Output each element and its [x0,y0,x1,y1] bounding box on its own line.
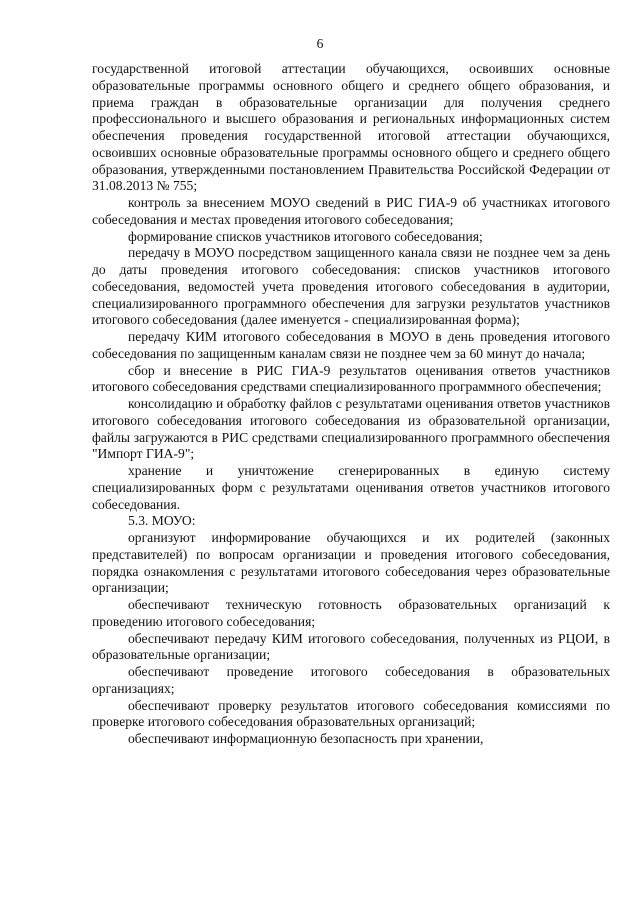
paragraph-control-entry: контроль за внесением МОУО сведений в РИС ГИА-9 об участниках итогового собеседования и местах проведения итогового собеседования; [92,195,610,227]
paragraph-informing: организуют информирование обучающихся и их родителей (законных представителей) по вопросам организации и проведения итогового собеседования, порядка ознакомления с результатами итогового собеседования через образовательные организации; [92,530,610,596]
paragraph-continuation: государственной итоговой аттестации обучающихся, освоивших основные образовательные программы основного общего и среднего общего образования, и приема граждан в образовательные организации для получения среднего профессионального и высшего образования и региональных информационных систем обеспечения проведения государственной итоговой аттестации обучающихся, освоивших основные образовательные программы основного общего и среднего общего образования, утвержденными постановлением Правительства Российской Федерации от 31.08.2013 № 755; [92,61,610,194]
paragraph-file-consolidation: консолидацию и обработку файлов с результатами оценивания ответов участников итогового собеседования итогового собеседования из образовательной организации, файлы загружаются в РИС средствами специализированного программного обеспечения "Импорт ГИА-9"; [92,396,610,462]
paragraph-conducting: обеспечивают проведение итогового собеседования в образовательных организациях; [92,664,610,696]
document-body [92,61,610,748]
paragraph-results-check: обеспечивают проверку результатов итогового собеседования комиссиями по проверке итогового собеседования образовательных организаций; [92,697,610,730]
paragraph-results-collection: сбор и внесение в РИС ГИА-9 результатов оценивания ответов участников итогового собеседования средствами специализированного программного обеспечения; [92,362,610,395]
paragraph-kim-transfer: передачу КИМ итогового собеседования в МОУО в день проведения итогового собеседования по защищенным каналам связи не позднее чем за 60 минут до начала; [92,329,610,361]
paragraph-info-security: обеспечивают информационную безопасность при хранении, [128,731,484,746]
paragraph-kim-delivery: обеспечивают передачу КИМ итогового собеседования, полученных из РЦОИ, в образовательные организации; [92,630,610,663]
paragraph-transfer-to-mouo: передачу в МОУО посредством защищенного канала связи не позднее чем за день до даты проведения итогового собеседования: списков участников итогового собеседования, ведомостей учета проведения итогового собеседования в аудитории, специализированного программного обеспечения для загрузки результатов участников итогового собеседования (далее именуется - специализированная форма); [92,245,610,328]
section-heading-5-3: 5.3. МОУО: [128,513,196,529]
paragraph-technical-readiness: обеспечивают техническую готовность образовательных организаций к проведению итогового собеседования; [92,597,610,629]
paragraph-storage-destruction: хранение и уничтожение сгенерированных в единую систему специализированных форм с результатами оценивания ответов участников итогового собеседования. [92,463,610,512]
paragraph-participant-lists: формирование списков участников итогового собеседования; [128,228,483,244]
page-number: 6 [316,36,324,51]
